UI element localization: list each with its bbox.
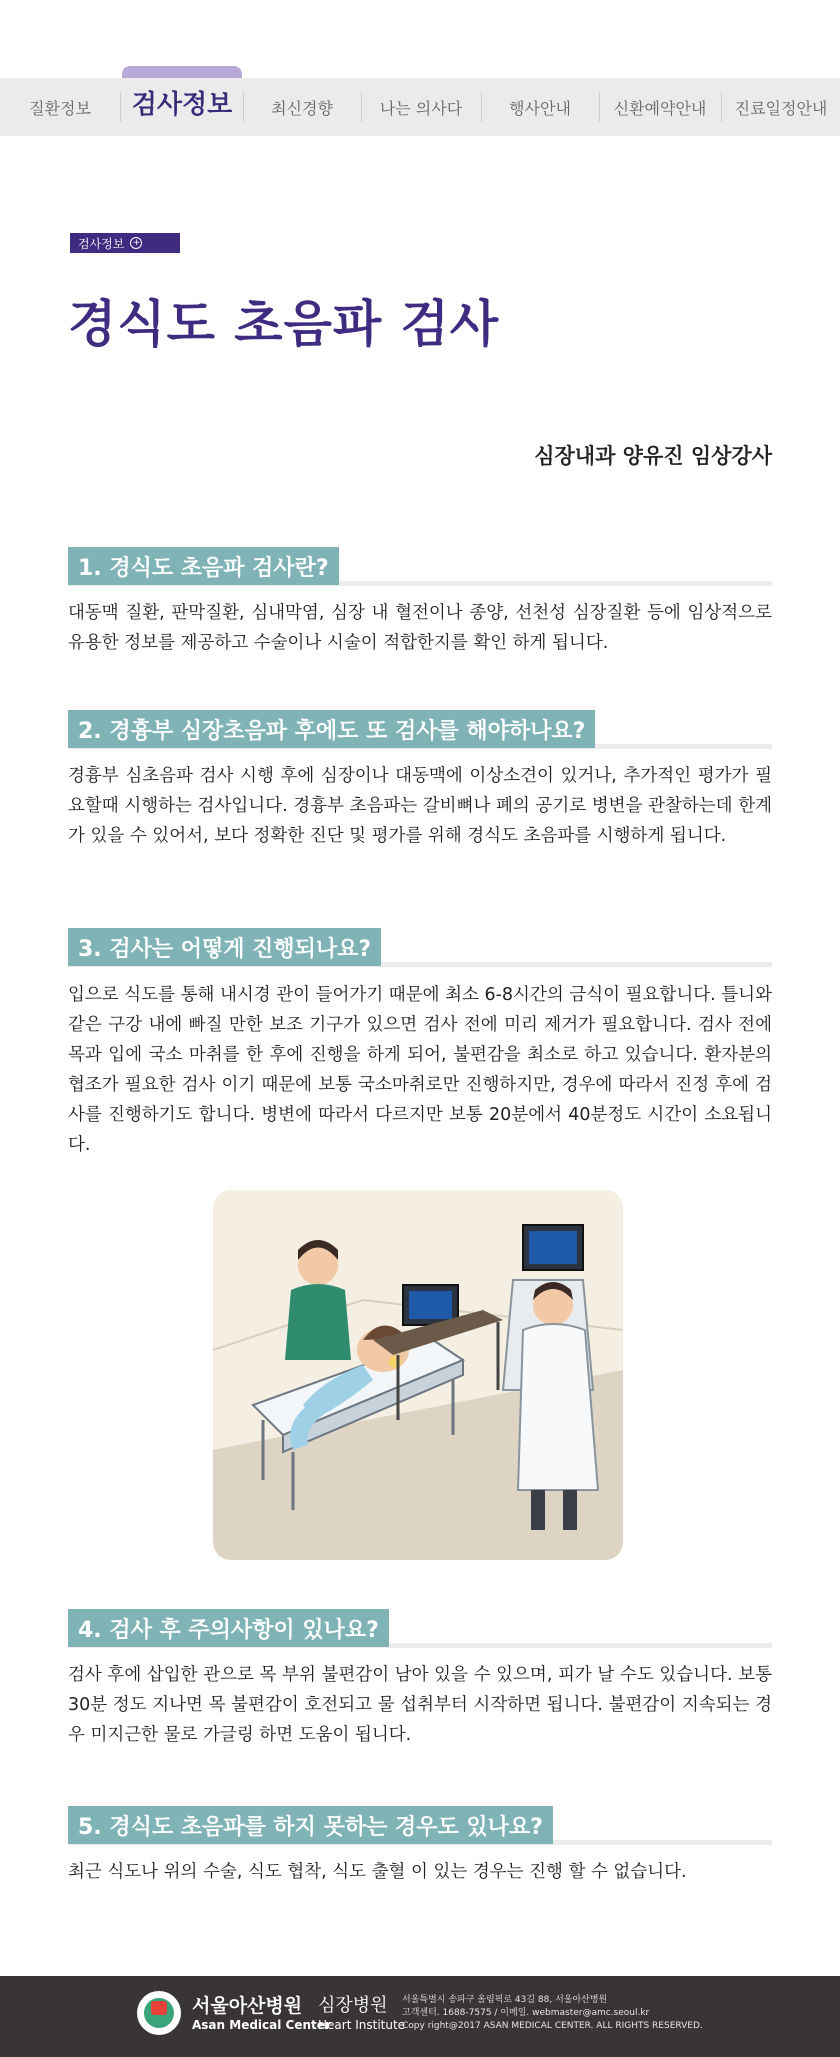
section-heading-2: [68, 710, 772, 754]
nav-item-disease-info[interactable]: 질환정보: [29, 98, 91, 118]
section-heading-3: [68, 928, 772, 972]
section-body-3: 입으로 식도를 통해 내시경 관이 들어가기 때문에 최소 6-8시간의 금식이 필요합니다. 틀니와 같은 구강 내에 빠질 만한 보조 기구가 있으면 검사 전에 미리 제거가 필요합니다. 검사 전에 목과 입에 국소 마취를 한 후에 진행을 하게 되어, 불편감을 최소로 하고 있습니다. 환자분의 협조가 필요한 검사 이기 때문에 보통 국소마취로만 진행하지만, 경우에 따라서 진정 후에 검사를 진행하기도 합니다. 병변에 따라서 다르지만 보통 20분에서 40분정도 시간이 소요됩니다.: [68, 985, 772, 1155]
section-heading-label: 5. 경식도 초음파를 하지 못하는 경우도 있나요?: [68, 1806, 553, 1844]
section-heading-5: [68, 1806, 772, 1850]
footer: [0, 1976, 840, 2057]
section-heading-label: 4. 검사 후 주의사항이 있나요?: [68, 1609, 389, 1647]
footer-address: 서울특별시 송파구 올림픽로 43길 88, 서울아산병원: [402, 1995, 608, 2005]
nav-item-schedule[interactable]: 진료일정안내: [734, 98, 828, 118]
section-body-1: 대동맥 질환, 판막질환, 심내막염, 심장 내 혈전이나 종양, 선천성 심장질환 등에 임상적으로 유용한 정보를 제공하고 수술이나 시술이 적합한지를 확인 하게 됩니다.: [68, 603, 772, 653]
section-heading-label: 1. 경식도 초음파 검사란?: [68, 547, 339, 585]
hospital-logo-icon[interactable]: [137, 1991, 181, 2035]
section-heading-label: 3. 검사는 어떻게 진행되나요?: [68, 928, 381, 966]
nav-item-exam-info[interactable]: 검사정보: [122, 68, 242, 136]
nav-item-events[interactable]: 행사안내: [509, 98, 571, 118]
category-label: 검사정보: [78, 236, 125, 251]
nav-item-new-patient-reservation[interactable]: 신환예약안내: [613, 98, 707, 118]
top-nav: [0, 78, 840, 136]
section-body-5: 최근 식도나 위의 수술, 식도 협착, 식도 출혈 이 있는 경우는 진행 할 수 없습니다.: [68, 1862, 687, 1882]
footer-copyright: Copy right@2017 ASAN MEDICAL CENTER. ALL RIGHTS RESERVED.: [402, 2021, 703, 2031]
footer-contact[interactable]: 고객센터. 1688-7575 / 이메일. webmaster@amc.seoul.kr: [402, 2008, 650, 2018]
section-body-4: 검사 후에 삽입한 관으로 목 부위 불편감이 남아 있을 수 있으며, 피가 날 수도 있습니다. 보통 30분 정도 지나면 목 불편감이 호전되고 물 섭취부터 시작하면 됩니다. 불편감이 지속되는 경우 미지근한 물로 가글링 하면 도움이 됩니다.: [68, 1665, 772, 1745]
footer-hospital-name: 서울아산병원: [192, 1995, 303, 2017]
page-title: 경식도 초음파 검사: [68, 295, 500, 353]
footer-info: [402, 1994, 703, 2033]
nav-item-latest-trends[interactable]: 최신경향: [271, 98, 333, 118]
footer-hospital-name-en: Asan Medical Center: [192, 2018, 331, 2032]
section-heading-4: [68, 1609, 772, 1653]
section-heading-label: 2. 경흉부 심장초음파 후에도 또 검사를 해야하나요?: [68, 710, 595, 748]
section-heading-1: [68, 547, 772, 591]
procedure-illustration-icon: [213, 1190, 623, 1560]
footer-department-en: Heart Institute: [318, 2018, 406, 2032]
nav-item-i-am-doctor[interactable]: 나는 의사다: [379, 98, 463, 118]
category-tag[interactable]: [70, 233, 180, 253]
plus-icon: +: [130, 237, 142, 249]
footer-department: 심장병원: [318, 1995, 388, 2016]
author-byline: 심장내과 양유진 임상강사: [534, 444, 772, 468]
exam-illustration: [213, 1190, 623, 1560]
section-body-2: 경흉부 심초음파 검사 시행 후에 심장이나 대동맥에 이상소견이 있거나, 추가적인 평가가 필요할때 시행하는 검사입니다. 경흉부 초음파는 갈비뼈나 폐의 공기로 병변을 관찰하는데 한계가 있을 수 있어서, 보다 정확한 진단 및 평가를 위해 경식도 초음파를 시행하게 됩니다.: [68, 766, 772, 846]
nav-divider: [120, 92, 121, 122]
